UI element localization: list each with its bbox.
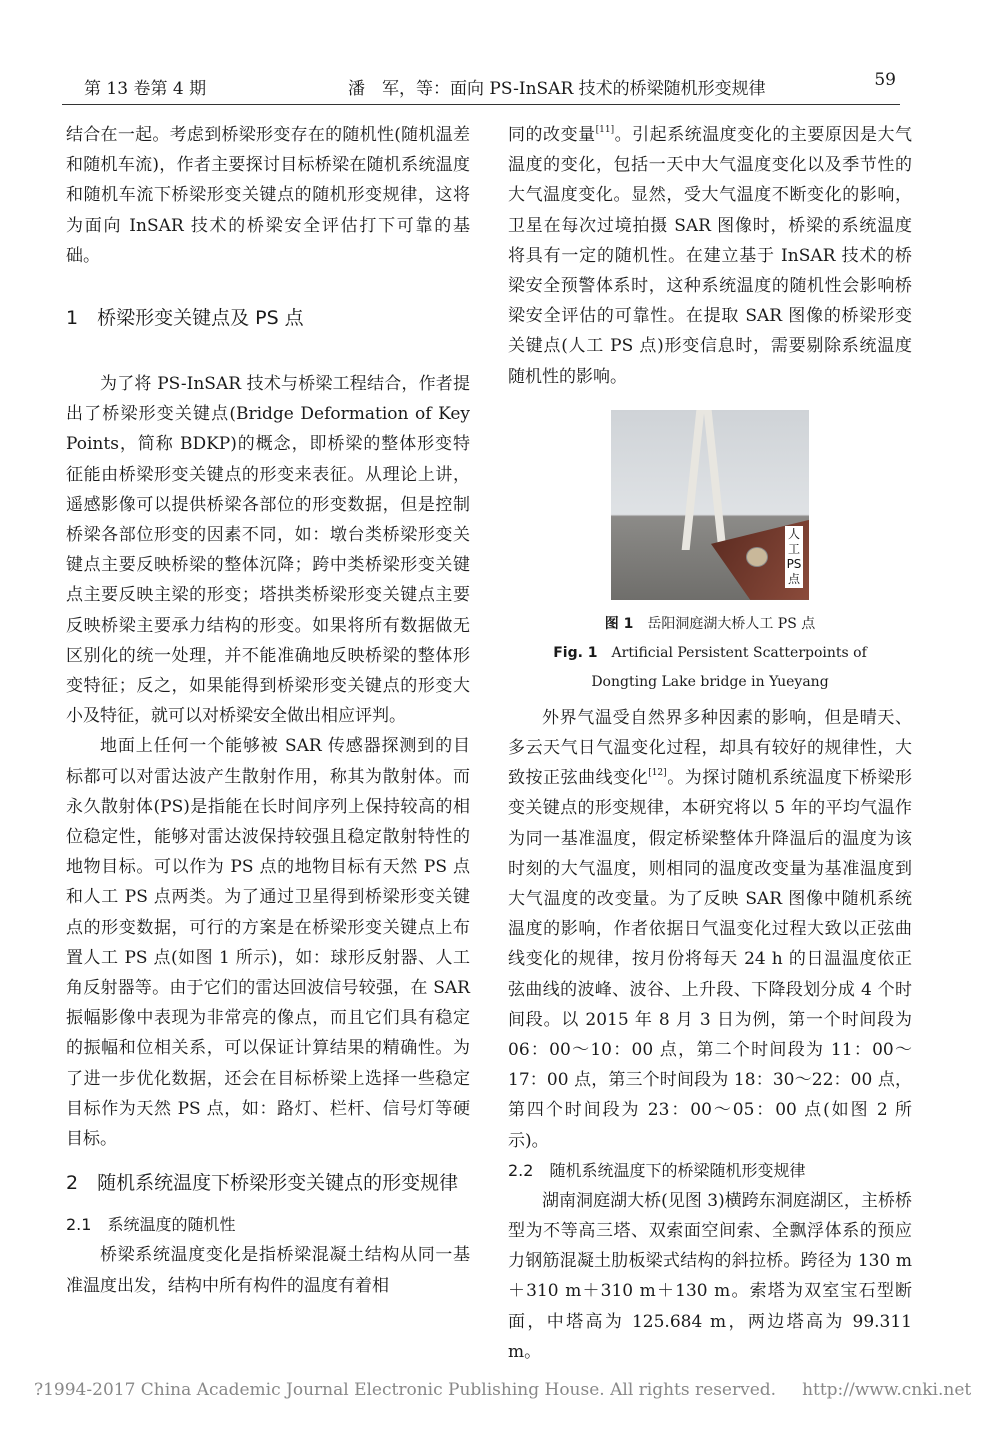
footer-url[interactable]: http://www.cnki.net [802,1380,972,1400]
paragraph: 外界气温受自然界多种因素的影响，但是晴天、多云天气日气温变化过程，却具有较好的规律性，大致按正弦曲线变化[12]。为探讨随机系统温度下桥梁形变关键点的形变规律，本研究将以 5 年的平均气温作为同一基准温度，假定桥梁整体升降温后的温度为该时刻的大气温度，则相同的温度改变量为基准温度到大气温度的改变量。为了反映 SAR 图像中随机系统温度的影响，作者依据日气温变化过程大致以正弦曲线变化的规律，按月份将每天 24 h 的日温温度依正弦曲线的波峰、波谷、上升段、下降段划分成 4 个时间段。以 2015 年 8 月 3 日为例，第一个时间段为 06：00～10：00 点，第二个时间段为 11：00～17：00 点，第三个时间段为 18：30～22：00 点，第四个时间段为 23：00～05：00 点(如图 2 所示)。 [508,707,912,1151]
citation-ref: [11] [595,125,615,135]
citation-ref: [12] [648,768,667,779]
paragraph: 结合在一起。考虑到桥梁形变存在的随机性(随机温差和随机车流)，作者主要探讨目标桥梁在随机系统温度和随机车流下桥梁形变关键点的随机形变规律，这将为面向 InSAR 技术的桥梁安全评估打下可靠的基础。 [66,125,470,266]
journal-issue: 第 13 卷第 4 期 [84,79,207,99]
copyright-footer [34,1380,971,1400]
figure-caption-cn: 图 1 岳阳洞庭湖大桥人工 PS 点 [604,615,816,632]
paragraph: 湖南洞庭湖大桥(见图 3)横跨东洞庭湖区，主桥桥型为不等高三塔、双索面空间索、全飘浮体系的预应力钢筋混凝土肋板梁式结构的斜拉桥。跨径为 130 m＋310 m＋310 m＋130 m。索塔为双室宝石型断面，中塔高为 125.684 m，两边塔高为 99.311 m。 [508,1190,912,1362]
section-heading-1: 1 桥梁形变关键点及 PS 点 [66,307,304,330]
paragraph: 地面上任何一个能够被 SAR 传感器探测到的目标都可以对雷达波产生散射作用，称其为散射体。而永久散射体(PS)是指能在长时间序列上保持较高的相位稳定性，能够对雷达波保持较强且稳定散射特性的地物目标。可以作为 PS 点的地物目标有天然 PS 点和人工 PS 点两类。为了通过卫星得到桥梁形变关键点的形变数据，可行的方案是在桥梁形变关键点上布置人工 PS 点(如图 1 所示)，如：球形反射器、人工角反射器等。由于它们的雷达回波信号较强，在 SAR 振幅影像中表现为非常亮的像点，而且它们具有稳定的振幅和位相关系，可以保证计算结果的精确性。为了进一步优化数据，还会在目标桥梁上选择一些稳定目标作为天然 PS 点，如：路灯、栏杆、信号灯等硬目标。 [66,736,470,1150]
subsection-heading-2-1: 2.1 系统温度的随机性 [66,1215,236,1235]
copyright-text: ?1994-2017 China Academic Journal Electronic Publishing House. All rights reserved. [34,1380,777,1400]
subsection-heading-2-2: 2.2 随机系统温度下的桥梁随机形变规律 [508,1160,806,1180]
left-column [66,120,470,1301]
section-heading-2: 2 随机系统温度下桥梁形变关键点的形变规律 [66,1172,459,1195]
right-column [508,120,912,1367]
bridge-pylon [704,410,727,550]
bridge-pylon [682,410,705,550]
figure-caption-en: Fig. 1 Artificial Persistent Scatterpoints of [553,644,867,661]
running-header [62,70,900,105]
paragraph: 为了将 PS-InSAR 技术与桥梁工程结合，作者提出了桥梁形变关键点(Bridge Deformation of Key Points，简称 BDKP)的概念，即桥梁的整体形变特征能由桥梁形变关键点的形变来表征。从理论上讲，遥感影像可以提供桥梁各部位的形变数据，但是控制桥梁各部位形变的因素不同，如：墩台类桥梁形变关键点主要反映桥梁的整体沉降；跨中类桥梁形变关键点主要反映主梁的形变；塔拱类桥梁形变关键点主要反映桥梁主要承力结构的形变。如果将所有数据做无区别化的统一处理，并不能准确地反映桥梁的整体形变特征；反之，如果能得到桥梁形变关键点的形变大小及特征，就可以对桥梁安全做出相应评判。 [66,374,470,727]
figure-1-photo [611,410,809,600]
paragraph: 同的改变量[11]。引起系统温度变化的主要原因是大气温度的变化，包括一天中大气温度变化以及季节性的大气温度变化。显然，受大气温度不断变化的影响，卫星在每次过境拍摄 SAR 图像时，桥梁的系统温度将具有一定的随机性。在建立基于 InSAR 技术的桥梁安全预警体系时，这种系统温度的随机性会影响桥梁安全评估的可靠性。在提取 SAR 图像的桥梁形变关键点(人工 PS 点)形变信息时，需要剔除系统温度随机性的影响。 [508,125,913,387]
running-title: 潘 军，等：面向 PS-InSAR 技术的桥梁随机形变规律 [348,79,766,99]
paragraph: 桥梁系统温度变化是指桥梁混凝土结构从同一基准温度出发，结构中所有构件的温度有着相 [66,1245,470,1296]
page-number: 59 [874,70,896,90]
spherical-reflector [746,547,768,567]
figure-caption-en-2: Dongting Lake bridge in Yueyang [591,673,829,690]
figure-label: 人工PS点 [786,526,802,586]
